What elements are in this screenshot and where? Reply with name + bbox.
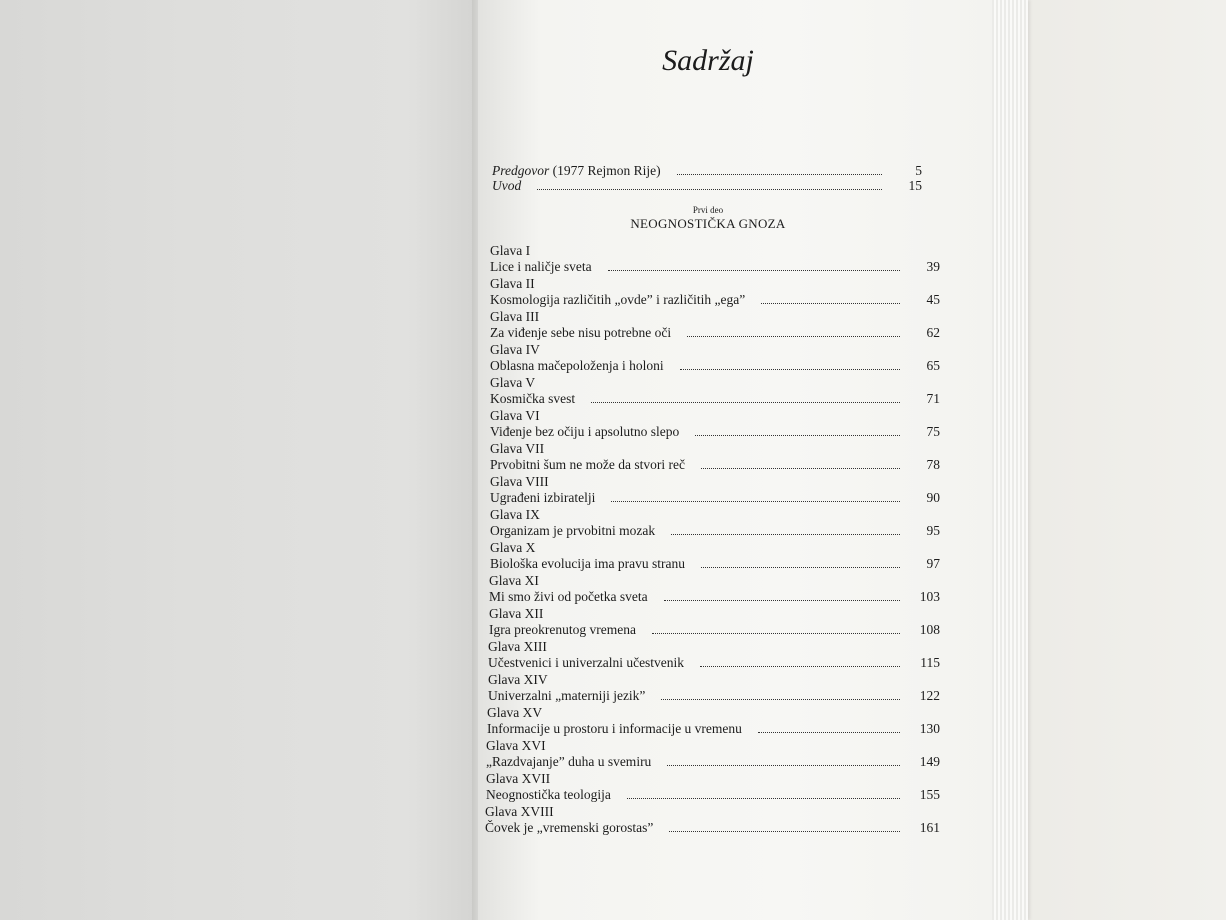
page-number: 122 xyxy=(919,688,940,703)
page-number: 90 xyxy=(926,490,940,505)
leader-dots xyxy=(591,402,900,403)
leader-dots xyxy=(669,831,900,832)
chapter-number: Glava XVII xyxy=(486,771,551,786)
leader-dots xyxy=(611,501,900,502)
toc-entry xyxy=(488,639,940,672)
leader-dots xyxy=(608,270,900,271)
leader-dots xyxy=(761,303,900,304)
toc-entry xyxy=(490,540,940,573)
page-number: 39 xyxy=(926,259,940,274)
chapter-number: Glava XVI xyxy=(486,738,546,753)
chapter-title: Oblasna mačepoloženja i holoni xyxy=(490,358,664,373)
page-title: Sadržaj xyxy=(662,44,754,77)
leader-dots xyxy=(627,798,900,799)
chapter-title: „Razdvajanje” duha u svemiru xyxy=(486,754,652,769)
chapter-title: Univerzalni „materniji jezik” xyxy=(488,688,646,703)
toc-entry xyxy=(487,705,940,738)
leader-dots xyxy=(661,699,900,700)
left-page xyxy=(0,0,480,920)
chapter-title: Lice i naličje sveta xyxy=(490,259,592,274)
toc-entry xyxy=(490,276,940,309)
chapter-title: Neognostička teologija xyxy=(486,787,611,802)
page-number: 65 xyxy=(926,358,940,373)
chapter-number: Glava XII xyxy=(489,606,544,621)
chapter-title: Mi smo živi od početka sveta xyxy=(489,589,648,604)
leader-dots xyxy=(701,468,900,469)
chapter-title: Prvobitni šum ne može da stvori reč xyxy=(490,457,685,472)
leader-dots xyxy=(671,534,900,535)
toc-entry xyxy=(490,408,940,441)
chapter-number: Glava IX xyxy=(490,507,540,522)
chapter-title: Viđenje bez očiju i apsolutno slepo xyxy=(490,424,680,439)
page-edges xyxy=(990,0,1028,920)
page-number: 62 xyxy=(926,325,940,340)
chapter-number: Glava XV xyxy=(487,705,543,720)
leader-dots xyxy=(701,567,900,568)
toc-entry xyxy=(488,672,940,705)
toc-entry xyxy=(490,474,940,507)
chapter-title: Kosmička svest xyxy=(490,391,576,406)
toc-entry xyxy=(490,309,940,342)
chapter-number: Glava VI xyxy=(490,408,540,423)
chapter-title: Čovek je „vremenski gorostas” xyxy=(485,820,654,835)
toc-entry xyxy=(490,243,940,276)
toc-entry xyxy=(490,342,940,375)
page-number: 130 xyxy=(919,721,940,736)
page-number: 95 xyxy=(926,523,940,538)
leader-dots xyxy=(677,174,882,175)
table-of-contents xyxy=(485,243,940,837)
chapter-title: Igra preokrenutog vremena xyxy=(489,622,636,637)
leader-dots xyxy=(537,189,882,190)
section-title: NEOGNOSTIČKA GNOZA xyxy=(630,216,786,231)
page-number: 149 xyxy=(919,754,940,769)
chapter-title: Kosmologija različitih „ovde” i različitih „ega” xyxy=(490,292,746,307)
toc-entry xyxy=(485,804,940,837)
page-number: 103 xyxy=(919,589,940,604)
page-number: 71 xyxy=(926,391,940,406)
chapter-title: Biološka evolucija ima pravu stranu xyxy=(490,556,685,571)
leader-dots xyxy=(664,600,900,601)
contents-page xyxy=(478,0,992,920)
chapter-number: Glava I xyxy=(490,243,531,258)
page-number: 15 xyxy=(908,178,922,193)
chapter-number: Glava XVIII xyxy=(485,804,554,819)
leader-dots xyxy=(652,633,900,634)
section-label: Prvi deo xyxy=(692,205,724,215)
chapter-number: Glava XIV xyxy=(488,672,548,687)
front-label-italic: Uvod xyxy=(492,178,522,193)
leader-dots xyxy=(687,336,900,337)
page-number: 45 xyxy=(926,292,940,307)
leader-dots xyxy=(667,765,900,766)
page-number: 78 xyxy=(926,457,940,472)
chapter-title: Za viđenje sebe nisu potrebne oči xyxy=(490,325,672,340)
chapter-number: Glava XIII xyxy=(488,639,547,654)
front-matter-uvod xyxy=(492,179,922,193)
page-number: 5 xyxy=(915,163,922,178)
toc-entry xyxy=(490,375,940,408)
toc-entry xyxy=(486,771,940,804)
leader-dots xyxy=(700,666,900,667)
page-number: 115 xyxy=(920,655,940,670)
toc-entry xyxy=(490,507,940,540)
page-number: 155 xyxy=(919,787,940,802)
page-number: 97 xyxy=(926,556,940,571)
page-number: 108 xyxy=(919,622,940,637)
chapter-title: Učestvenici i univerzalni učestvenik xyxy=(488,655,685,670)
chapter-number: Glava VIII xyxy=(490,474,549,489)
chapter-number: Glava V xyxy=(490,375,536,390)
chapter-title: Organizam je prvobitni mozak xyxy=(490,523,656,538)
leader-dots xyxy=(758,732,900,733)
table-surface xyxy=(1000,0,1226,920)
toc-entry xyxy=(489,573,940,606)
chapter-number: Glava VII xyxy=(490,441,545,456)
page-number: 75 xyxy=(926,424,940,439)
front-label-italic: Predgovor xyxy=(492,163,550,178)
page-number: 161 xyxy=(919,820,940,835)
front-label-rest: (1977 Rejmon Rije) xyxy=(549,163,661,178)
chapter-number: Glava III xyxy=(490,309,540,324)
chapter-number: Glava X xyxy=(490,540,536,555)
chapter-title: Ugrađeni izbiratelji xyxy=(490,490,596,505)
toc-entry xyxy=(489,606,940,639)
toc-entry xyxy=(490,441,940,474)
toc-entry xyxy=(486,738,940,771)
chapter-number: Glava XI xyxy=(489,573,539,588)
chapter-number: Glava II xyxy=(490,276,535,291)
leader-dots xyxy=(680,369,900,370)
front-matter-predgovor xyxy=(492,164,922,178)
chapter-title: Informacije u prostoru i informacije u vremenu xyxy=(487,721,742,736)
chapter-number: Glava IV xyxy=(490,342,540,357)
leader-dots xyxy=(695,435,900,436)
